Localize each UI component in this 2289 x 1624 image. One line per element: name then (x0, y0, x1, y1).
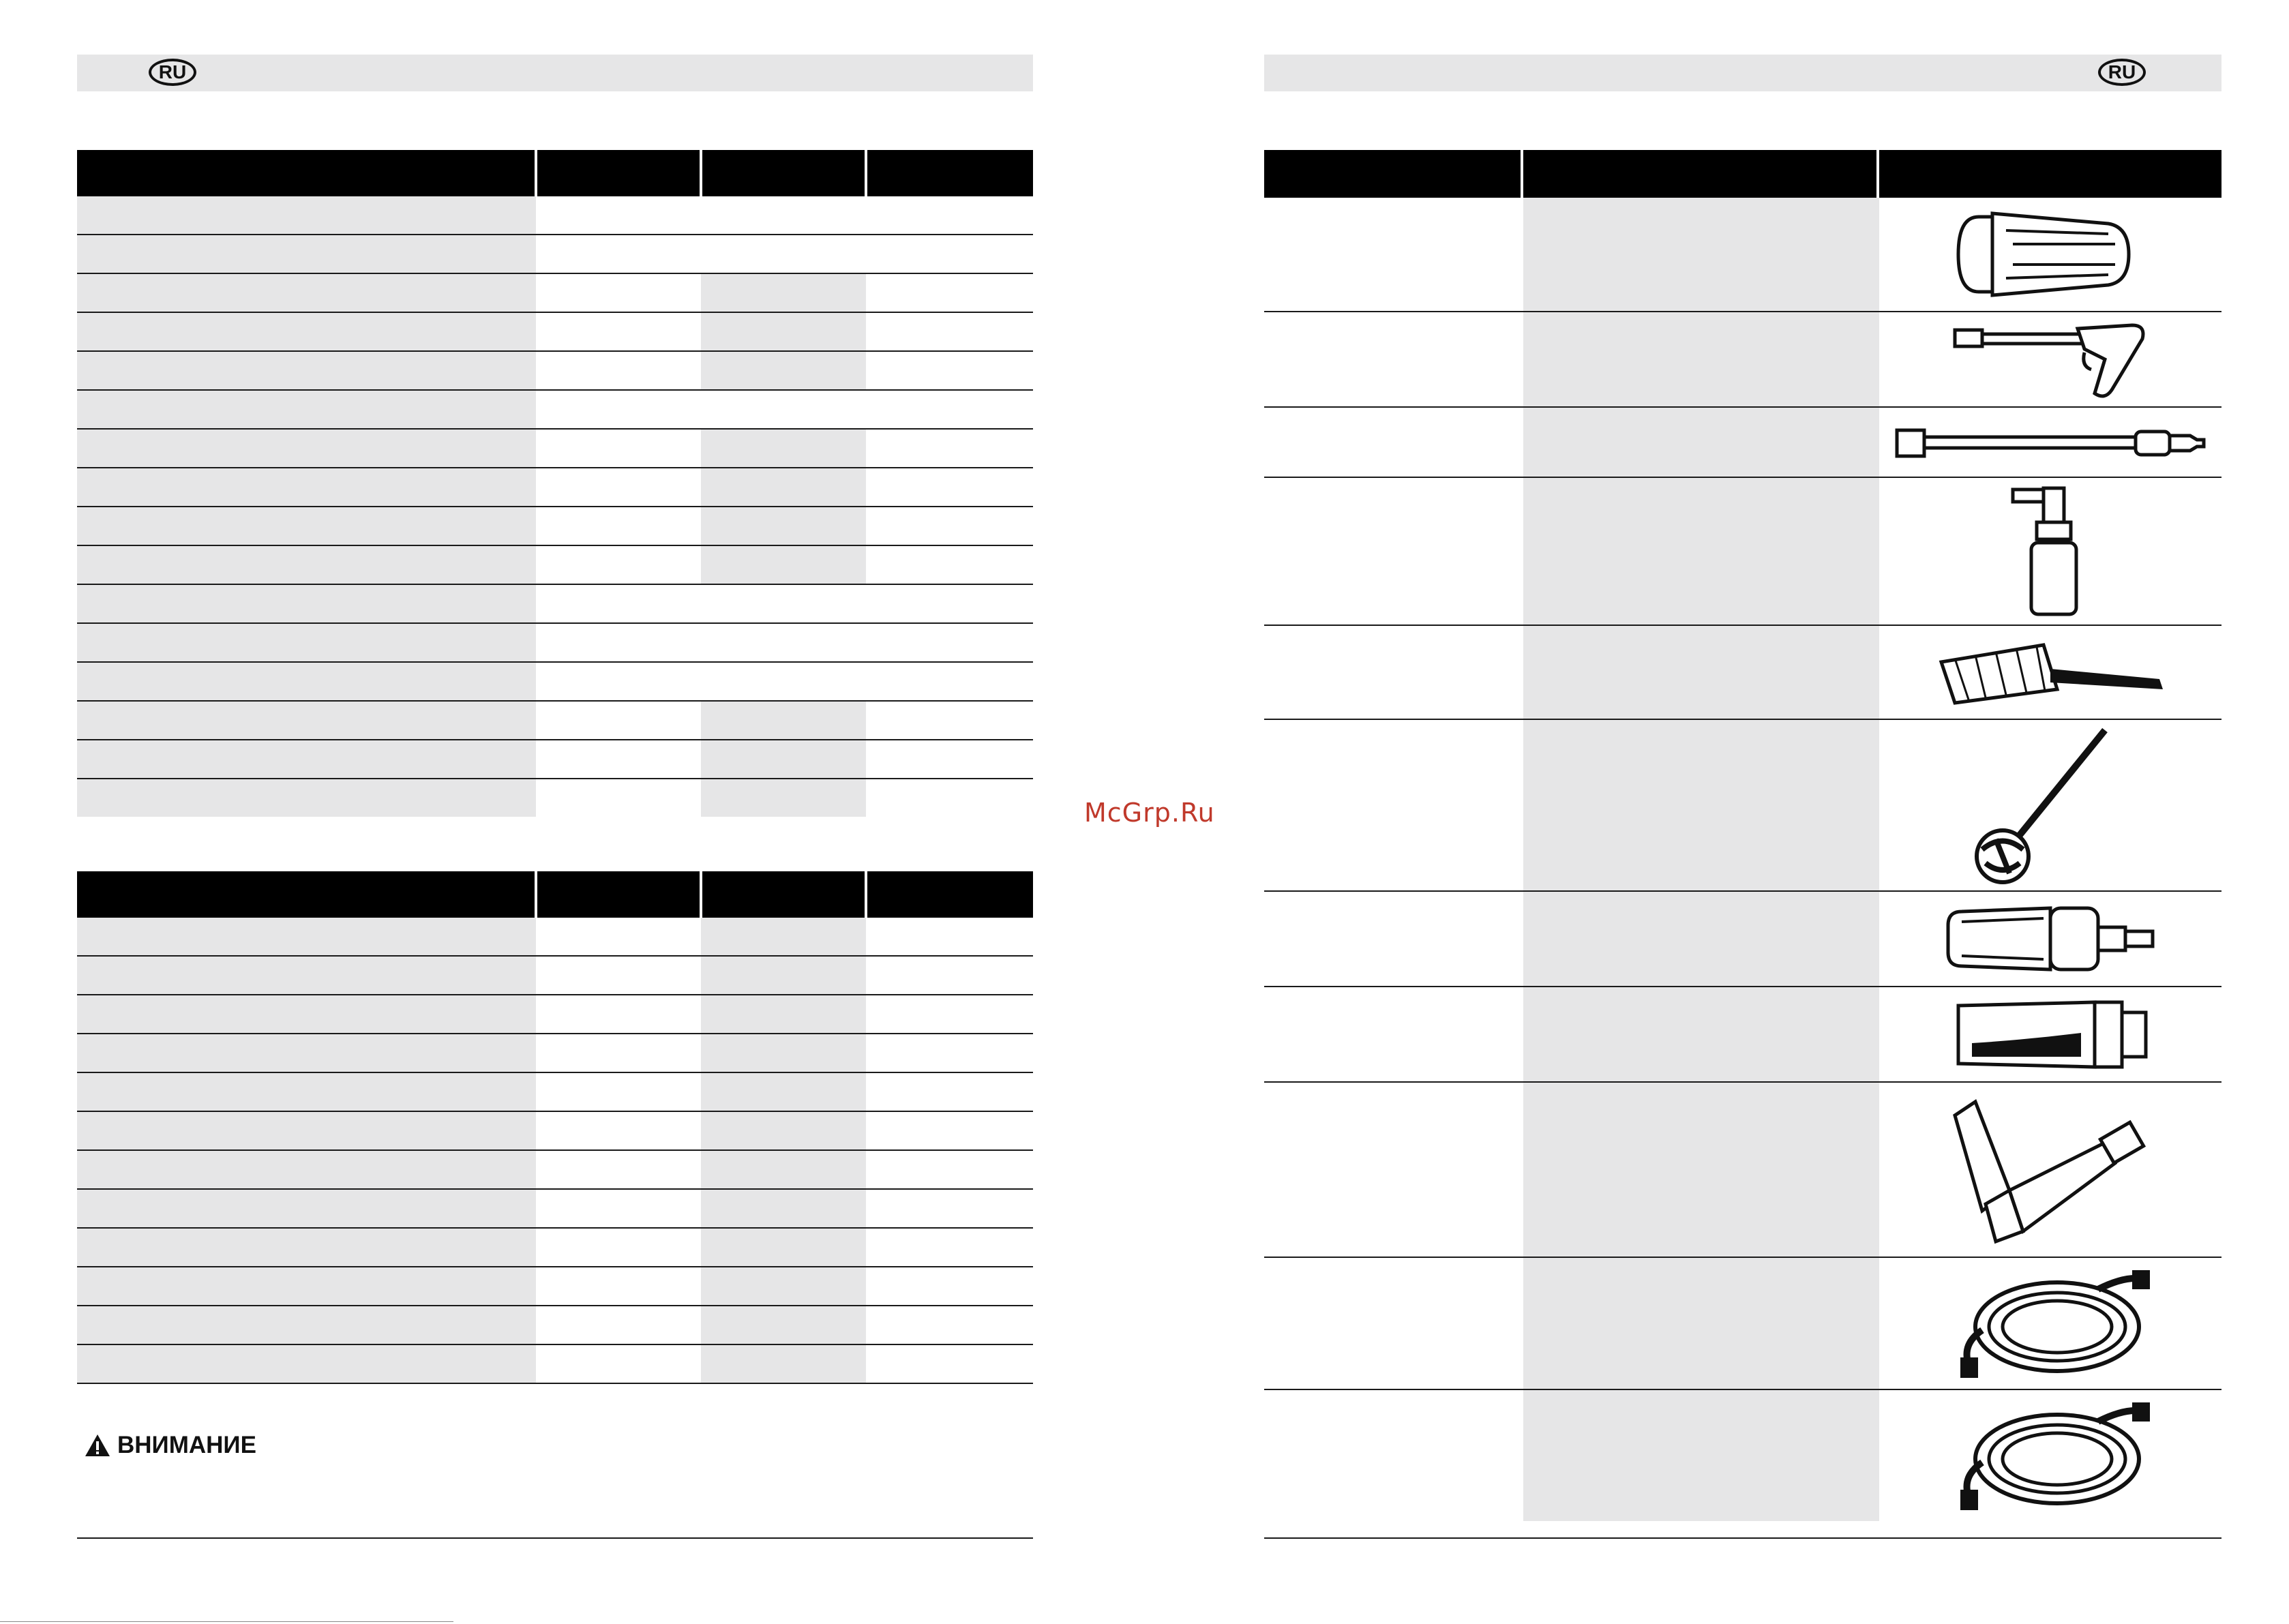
table-header (1264, 150, 2221, 198)
table-row (77, 196, 1033, 235)
table-row (77, 1190, 1033, 1229)
warning-triangle-icon (85, 1434, 110, 1457)
table-row (77, 1306, 1033, 1345)
table-row (77, 391, 1033, 430)
table-row (77, 468, 1033, 507)
table-row (77, 779, 1033, 817)
warning-heading (85, 1432, 256, 1459)
table-row (1264, 312, 2221, 408)
table-row (77, 585, 1033, 624)
brush-icon (1928, 635, 2173, 710)
hose-icon (1948, 1394, 2153, 1517)
table-row (1264, 198, 2221, 312)
table-row (77, 740, 1033, 779)
header-bar (77, 55, 1033, 91)
table-row (77, 507, 1033, 546)
table-row (77, 546, 1033, 585)
spec-table-1 (77, 150, 1033, 817)
header-bar (1264, 55, 2221, 91)
left-page (0, 0, 1091, 1624)
table-row (77, 430, 1033, 468)
spec-table-2 (77, 871, 1033, 1384)
hose-icon (1948, 1262, 2153, 1385)
warning-label: ВНИМАНИЕ (117, 1432, 256, 1458)
table-row (1264, 408, 2221, 478)
language-badge: RU (149, 59, 196, 86)
nozzle-icon (1951, 203, 2149, 305)
angled-nozzle-icon (1934, 1088, 2166, 1252)
watermark-text: McGrp.Ru (1084, 798, 1215, 828)
table-row (77, 274, 1033, 313)
rotary-brush-icon (1948, 723, 2153, 887)
table-row (77, 702, 1033, 740)
table-row (1264, 478, 2221, 626)
table-row (77, 1345, 1033, 1384)
page-edge-rule (0, 1621, 453, 1622)
table-row (77, 1073, 1033, 1112)
table-row (77, 1151, 1033, 1190)
table-row (1264, 1390, 2221, 1521)
table-row (77, 313, 1033, 352)
bottom-rule (1264, 1537, 2221, 1539)
table-row (77, 995, 1033, 1034)
table-row (77, 663, 1033, 702)
table-row (77, 1267, 1033, 1306)
table-row (1264, 987, 2221, 1083)
table-row (1264, 1083, 2221, 1258)
table-header (77, 871, 1033, 918)
turbo-nozzle-icon (1934, 894, 2166, 983)
table-row (77, 957, 1033, 995)
table-row (1264, 1258, 2221, 1390)
spray-gun-icon (1948, 315, 2153, 404)
table-row (1264, 626, 2221, 720)
table-row (77, 352, 1033, 391)
table-row (77, 1229, 1033, 1267)
extension-lance-icon (1890, 415, 2211, 470)
table-row (77, 918, 1033, 957)
bottom-rule (77, 1537, 1033, 1539)
table-row (77, 1112, 1033, 1151)
foam-bottle-icon (1982, 481, 2119, 621)
right-page (1146, 0, 2289, 1624)
table-row (77, 235, 1033, 274)
table-header (77, 150, 1033, 196)
table-row (1264, 892, 2221, 987)
accessories-table (1264, 150, 2221, 1521)
fan-nozzle-icon (1945, 992, 2156, 1077)
table-row (77, 624, 1033, 663)
table-row (77, 1034, 1033, 1073)
language-badge: RU (2098, 59, 2146, 86)
table-row (1264, 720, 2221, 892)
